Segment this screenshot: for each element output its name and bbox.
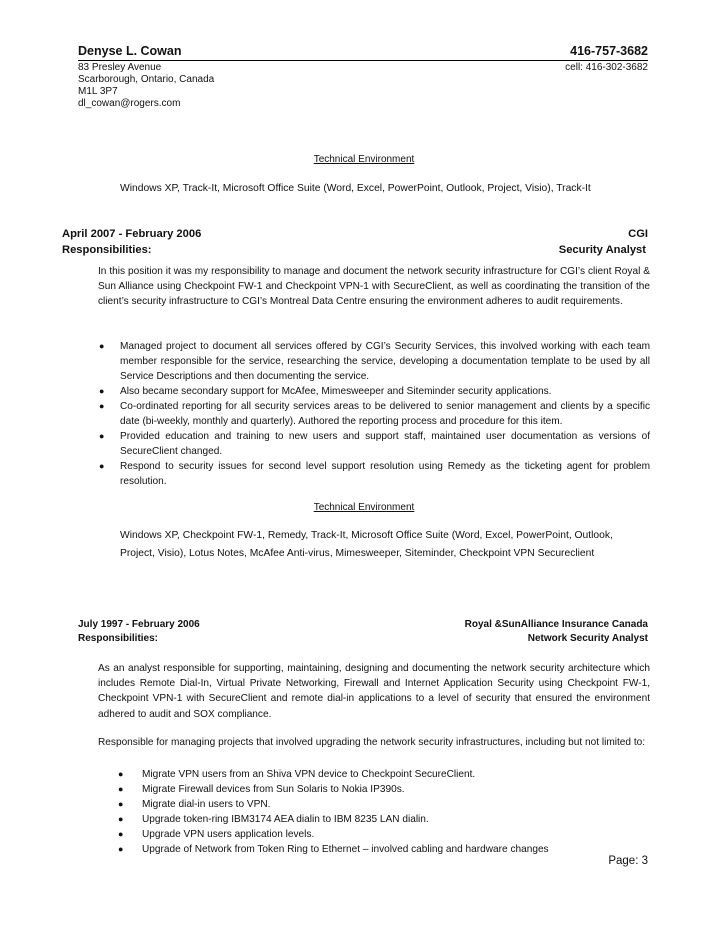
responsibilities-label: Responsibilities: <box>62 244 152 256</box>
environment-text: Windows XP, Checkpoint FW-1, Remedy, Track-It, Microsoft Office Suite (Word, Excel, PowerPoint, Outlook, Project, Visio), Lotus Notes, McAfee Anti-virus, Mimesweeper, Siteminder, Checkpoint VPN Secureclient <box>120 530 613 559</box>
list-item: ● Respond to security issues for second level support resolution using Remedy as the ticketing agent for problem resolution. <box>99 461 650 487</box>
bullet-icon: ● <box>118 814 124 824</box>
list-item: ● Migrate Firewall devices from Sun Solaris to Nokia IP390s. <box>118 784 405 795</box>
header-bar <box>78 44 648 61</box>
email-address: dl_cowan@rogers.com <box>78 98 181 109</box>
responsibility-list <box>99 339 650 489</box>
list-item: ● Migrate dial-in users to VPN. <box>118 799 271 810</box>
list-item: ● Upgrade token-ring IBM3174 AEA dialin to IBM 8235 LAN dialin. <box>118 814 429 825</box>
bullet-icon: ● <box>118 844 124 854</box>
job-title: Network Security Analyst <box>527 633 648 644</box>
job-title: Security Analyst <box>558 244 646 256</box>
address-line: 83 Presley Avenue <box>78 62 162 73</box>
project-list <box>118 767 650 857</box>
page-number: Page: 3 <box>608 855 648 867</box>
job-dates: April 2007 - February 2006 <box>62 228 202 240</box>
bullet-icon: ● <box>118 799 124 809</box>
bullet-icon: ● <box>99 461 105 471</box>
list-item: ● Upgrade VPN users application levels. <box>118 829 315 840</box>
projects-intro: Responsible for managing projects that involved upgrading the network security infrastructures, including but not limited to: <box>98 737 646 748</box>
bullet-icon: ● <box>118 829 124 839</box>
list-item: ● Co-ordinated reporting for all security services areas to be delivered to senior management and clients by a specific date (bi-weekly, monthly and quarterly). Authored the reporting process and procedure for this item. <box>99 401 650 427</box>
phone-number: 416-757-3682 <box>570 44 648 58</box>
bullet-icon: ● <box>99 386 105 396</box>
address-line: M1L 3P7 <box>78 86 118 97</box>
bullet-icon: ● <box>99 431 105 441</box>
list-item: ● Migrate VPN users from an Shiva VPN device to Checkpoint SecureClient. <box>118 769 476 780</box>
bullet-icon: ● <box>118 784 124 794</box>
list-item: ● Also became secondary support for McAfee, Mimesweeper and Siteminder security applications. <box>99 386 552 397</box>
section-heading: Technical Environment <box>313 154 415 165</box>
bullet-icon: ● <box>99 341 105 351</box>
address-line: Scarborough, Ontario, Canada <box>78 74 215 85</box>
company-name: CGI <box>628 228 648 240</box>
cell-number: cell: 416-302-3682 <box>565 62 648 73</box>
company-name: Royal &SunAlliance Insurance Canada <box>464 619 648 630</box>
list-item: ● Managed project to document all services offered by CGI’s Security Services, this involved working with each team member responsible for the service, researching the service, developing a documentation template to be used by all Service Descriptions and then documenting the service. <box>99 341 650 382</box>
candidate-name: Denyse L. Cowan <box>78 44 182 58</box>
job-dates: July 1997 - February 2006 <box>78 619 200 630</box>
bullet-icon: ● <box>118 769 124 779</box>
bullet-icon: ● <box>99 401 105 411</box>
responsibilities-label: Responsibilities: <box>78 633 159 644</box>
job-summary: As an analyst responsible for supporting, maintaining, designing and documenting the network security architecture which includes Remote Dial-In, Virtual Private Networking, Firewall and Internet Application Security using Checkpoint FW-1, Checkpoint VPN-1 with SecureClient and remote dial-in applications to a level of security that ensured the environment adhered to audit and SOX compliance. <box>98 663 650 720</box>
environment-text: Windows XP, Track-It, Microsoft Office Suite (Word, Excel, PowerPoint, Outlook, Project, Visio), Track-It <box>120 183 591 194</box>
section-heading: Technical Environment <box>313 502 415 513</box>
job-summary: In this position it was my responsibility to manage and document the network security infrastructure for CGI’s client Royal & Sun Alliance using Checkpoint FW-1 and Checkpoint VPN-1 with SecureClient, as well as coordinating the transition of the client’s security infrastructure to CGI’s Montreal Data Centre ensuring the environment adheres to audit requirements. <box>98 266 650 308</box>
list-item: ● Provided education and training to new users and support staff, maintained user documentation as versions of SecureClient changed. <box>99 431 650 457</box>
address-block <box>78 62 214 110</box>
list-item: ● Upgrade of Network from Token Ring to Ethernet – involved cabling and hardware changes <box>118 844 549 855</box>
